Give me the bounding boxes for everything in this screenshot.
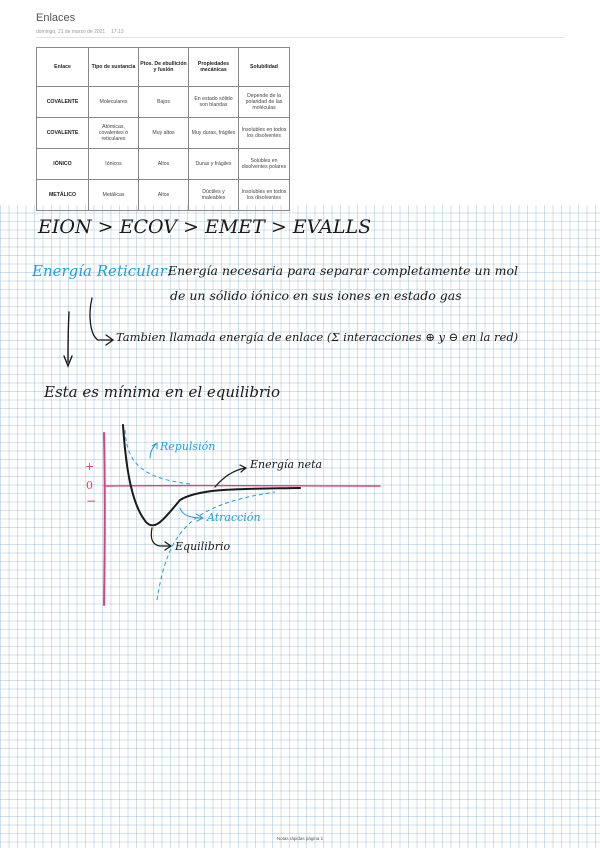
- column-header: Tipo de sustancia: [89, 48, 139, 87]
- table-cell: Moleculares: [89, 87, 139, 118]
- lattice-definition-line2: de un sólido iónico en sus iones en estado gas: [170, 288, 462, 303]
- axis-minus-label: −: [86, 494, 97, 508]
- table-cell: Altos: [139, 180, 189, 211]
- page-date: domingo, 21 de marzo de 2021: [36, 29, 106, 35]
- net-energy-arrow-icon: [215, 465, 246, 487]
- equilibrium-label: Equilibrio: [175, 540, 231, 553]
- down-arrow-icon: [64, 312, 72, 366]
- page-time: 17:13: [111, 29, 124, 35]
- table-cell: Insolubles en todos los disolventes: [239, 180, 290, 211]
- column-header: Solubilidad: [239, 48, 290, 87]
- column-header: Enlace: [37, 48, 89, 87]
- y-axis: [104, 433, 105, 605]
- table-cell: Dúctiles y maleables: [189, 180, 239, 211]
- page-title: Enlaces: [36, 12, 76, 24]
- equilibrium-arrow-icon: [151, 528, 171, 550]
- bond-type-cell: METÁLICO: [37, 180, 89, 211]
- bond-type-cell: COVALENTE: [37, 118, 89, 149]
- repulsion-curve: [125, 430, 190, 484]
- attraction-arrow-icon: [180, 508, 203, 521]
- repulsion-label: Repulsión: [160, 440, 216, 453]
- axis-plus-label: +: [85, 460, 95, 473]
- net-energy-label: Energía neta: [250, 458, 323, 471]
- column-header: Ptos. De ebullición y fusión: [139, 48, 189, 87]
- lattice-energy-label: Energía Reticular:: [32, 262, 172, 280]
- table-cell: Iónicos: [89, 149, 139, 180]
- table-cell: Insolubles en todos los disolventes: [239, 118, 290, 149]
- attraction-label: Atracción: [207, 511, 261, 524]
- table-cell: Metálicas: [89, 180, 139, 211]
- axis-zero-label: 0: [86, 479, 93, 492]
- table-cell: Altos: [139, 149, 189, 180]
- table-cell: Muy duras, frágiles: [189, 118, 239, 149]
- table-cell: En estado sólido son blandas: [189, 87, 239, 118]
- table-cell: Bajos: [139, 87, 189, 118]
- table-cell: Muy altos: [139, 118, 189, 149]
- bond-type-cell: IÓNICO: [37, 149, 89, 180]
- table-cell: Depende de la polaridad de las moléculas: [239, 87, 290, 118]
- lattice-definition-line1: Energía necesaria para separar completamente un mol: [168, 263, 518, 278]
- table-cell: Atómicas, covalentes ó reticulares: [89, 118, 139, 149]
- also-called-note: Tambien llamada energía de enlace (Σ interacciones ⊕ y ⊖ en la red): [116, 330, 519, 344]
- energy-order: EION > ECOV > EMET > EVALLS: [38, 216, 372, 238]
- table-cell: Duras y frágiles: [189, 149, 239, 180]
- repulsion-arrow-icon: [150, 443, 157, 458]
- hook-arrow-icon: [90, 298, 113, 345]
- minimum-note: Esta es mínima en el equilibrio: [44, 383, 281, 401]
- bond-type-cell: COVALENTE: [37, 87, 89, 118]
- table-cell: Solubles en disolventes polares: [239, 149, 290, 180]
- column-header: Propiedades mecánicas: [189, 48, 239, 87]
- page-footer: Notas rápidas página 1: [276, 836, 324, 841]
